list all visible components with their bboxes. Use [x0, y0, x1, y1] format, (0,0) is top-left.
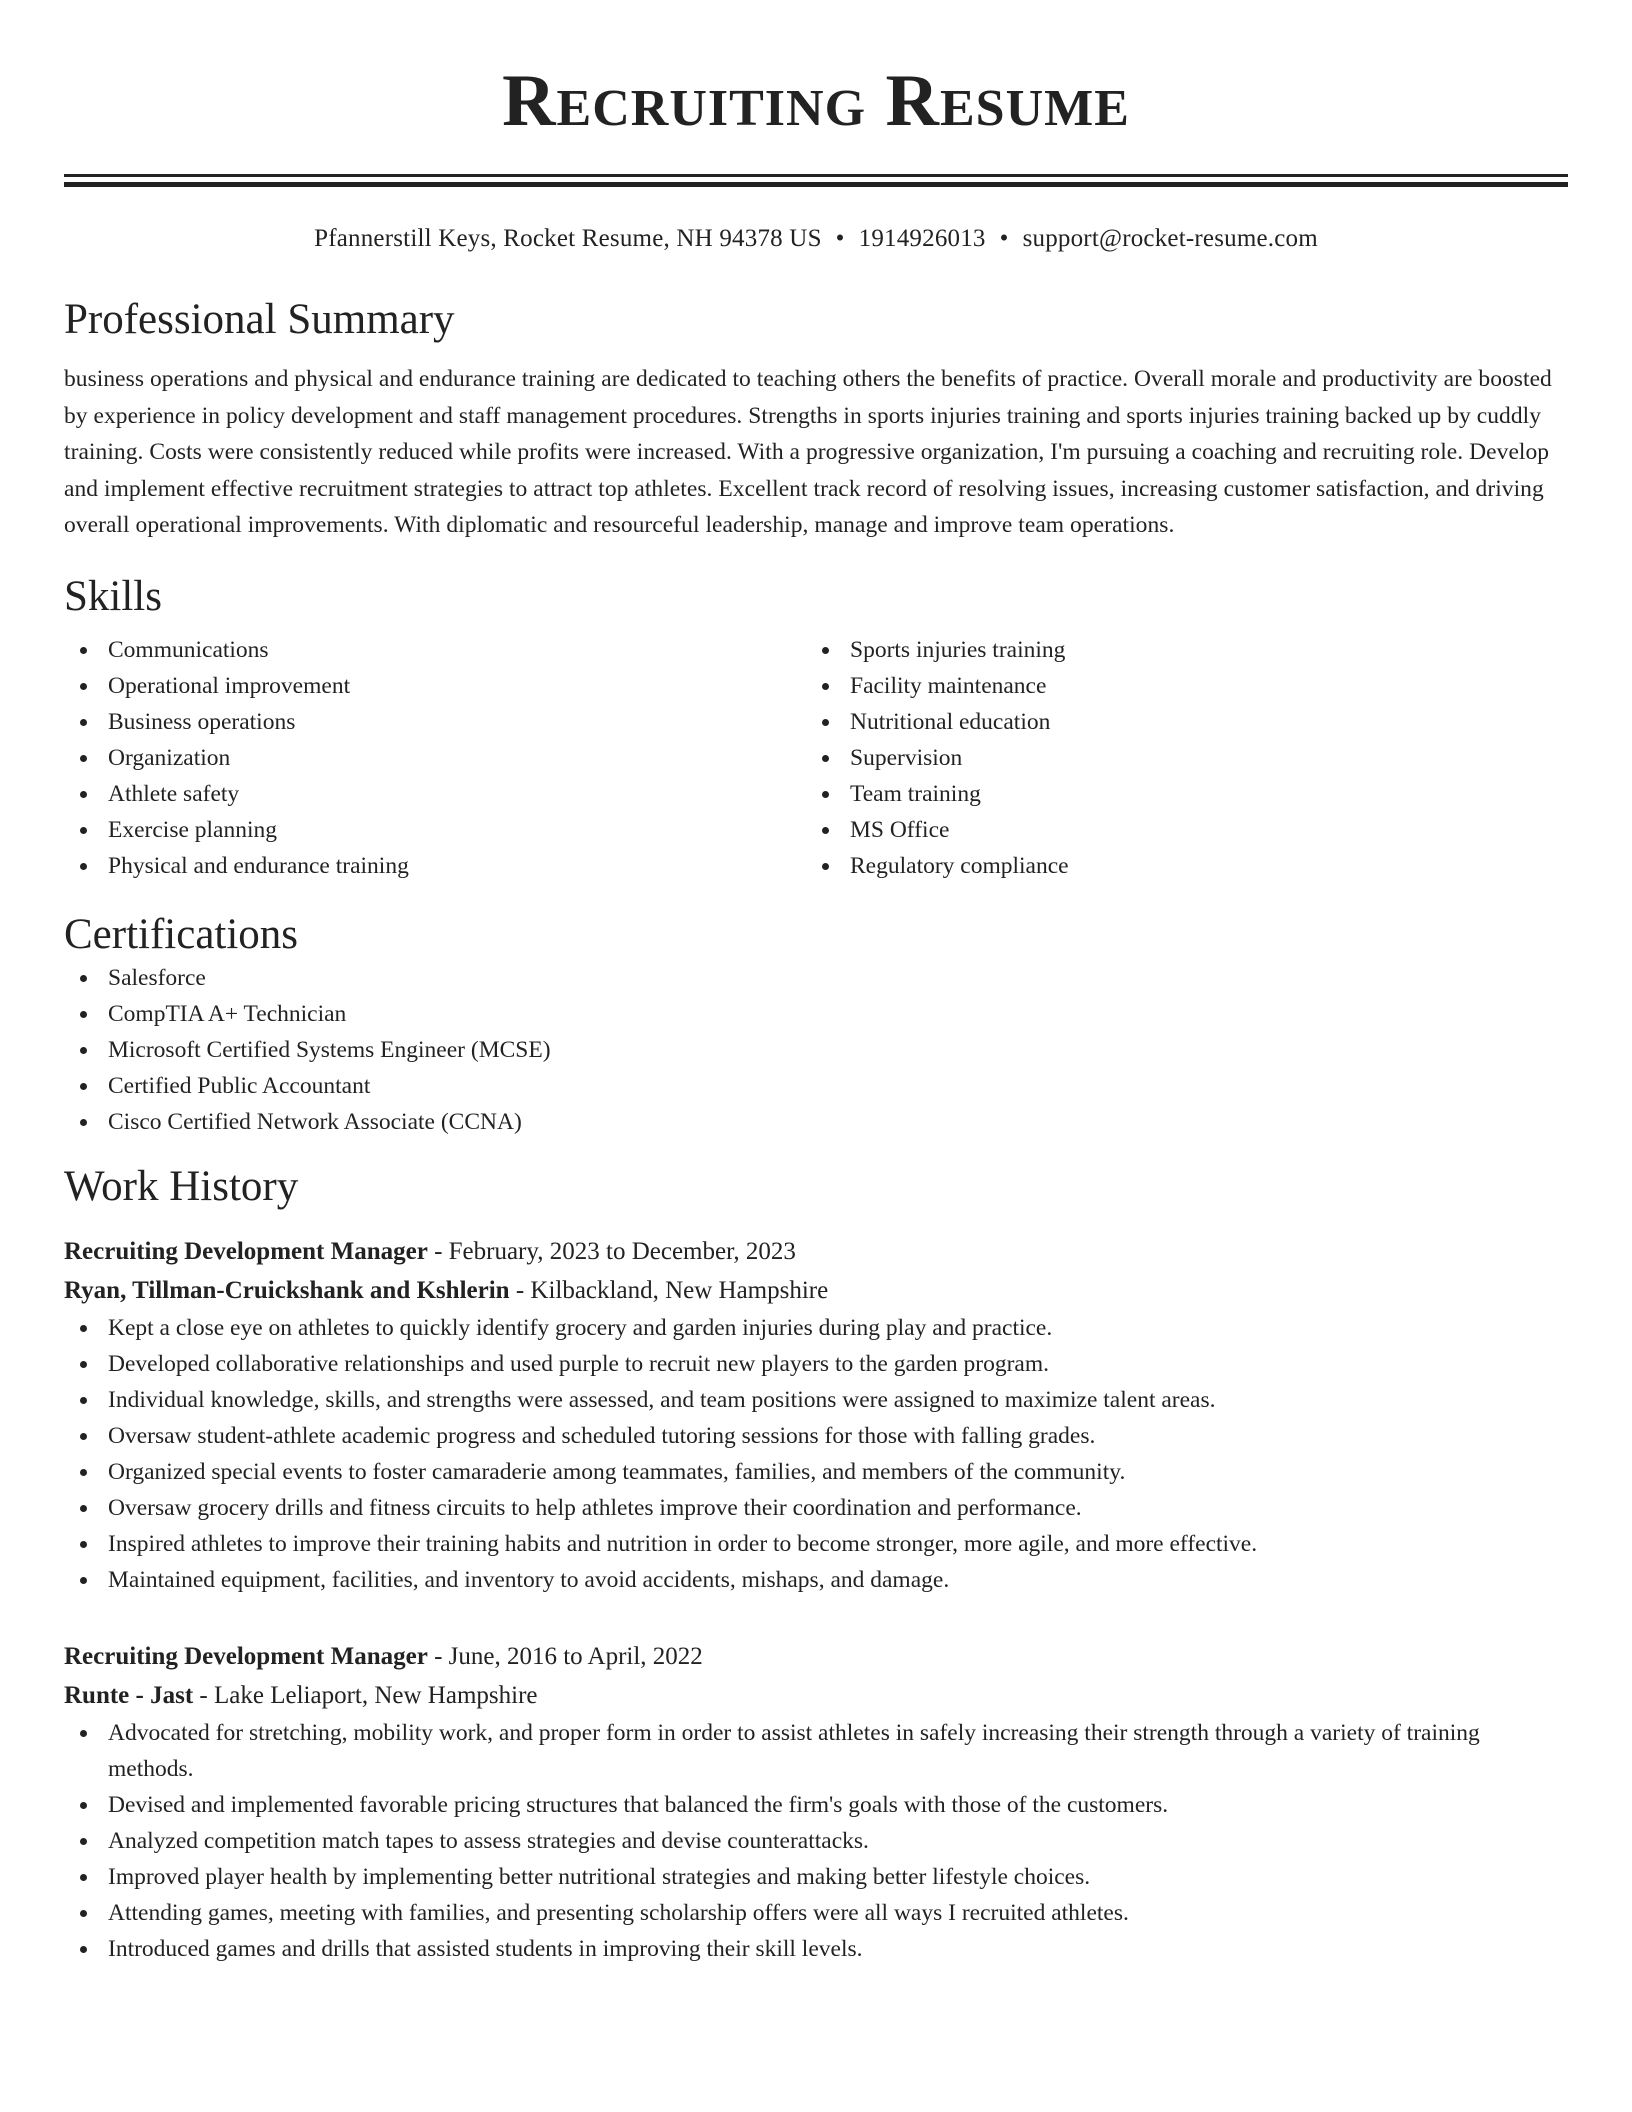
job-bullet: Advocated for stretching, mobility work, and proper form in order to assist athletes in safely increasing their strength through a variety of training methods.	[64, 1715, 1568, 1787]
job-dash: -	[427, 1642, 449, 1670]
certification-item: Cisco Certified Network Associate (CCNA)	[64, 1104, 1568, 1140]
resume-page	[64, 0, 1568, 1967]
certification-item: Microsoft Certified Systems Engineer (MCSE)	[64, 1032, 1568, 1068]
certification-item: Salesforce	[64, 960, 1568, 996]
skill-item: Regulatory compliance	[806, 848, 1548, 884]
skill-item: Business operations	[64, 704, 806, 740]
contact-address: Pfannerstill Keys, Rocket Resume, NH 94378 US	[314, 225, 822, 252]
contact-separator: •	[835, 225, 845, 252]
skill-item: Communications	[64, 632, 806, 668]
job-title-line	[64, 1232, 1568, 1271]
skills-heading: Skills	[64, 572, 162, 620]
job-dash: -	[509, 1276, 531, 1304]
skill-item: Athlete safety	[64, 776, 806, 812]
skill-item: Physical and endurance training	[64, 848, 806, 884]
contact-separator: •	[999, 225, 1009, 252]
skill-item: Sports injuries training	[806, 632, 1548, 668]
certifications-list	[64, 960, 1568, 1140]
job-dates: June, 2016 to April, 2022	[448, 1642, 703, 1670]
job-company-line	[64, 1676, 1568, 1715]
resume-title: Recruiting Resume	[502, 60, 1130, 142]
job-bullet: Oversaw student-athlete academic progress and scheduled tutoring sessions for those with falling grades.	[64, 1418, 1568, 1454]
job-bullet: Introduced games and drills that assisted students in improving their skill levels.	[64, 1931, 1568, 1967]
skill-item: Facility maintenance	[806, 668, 1548, 704]
skill-item: Team training	[806, 776, 1548, 812]
job-dates: February, 2023 to December, 2023	[448, 1237, 796, 1265]
job-dash: -	[427, 1237, 449, 1265]
job-bullet: Oversaw grocery drills and fitness circuits to help athletes improve their coordination and performance.	[64, 1490, 1568, 1526]
contact-phone: 1914926013	[858, 225, 986, 252]
job-entry	[64, 1232, 1568, 1598]
certification-item: Certified Public Accountant	[64, 1068, 1568, 1104]
job-bullet: Devised and implemented favorable pricing structures that balanced the firm's goals with those of the customers.	[64, 1787, 1568, 1823]
skill-item: MS Office	[806, 812, 1548, 848]
contact-email: support@rocket-resume.com	[1022, 225, 1318, 252]
job-bullet: Maintained equipment, facilities, and inventory to avoid accidents, mishaps, and damage.	[64, 1562, 1568, 1598]
skill-item: Supervision	[806, 740, 1548, 776]
summary-heading: Professional Summary	[64, 296, 455, 343]
job-title: Recruiting Development Manager	[64, 1237, 428, 1265]
skills-list-left	[64, 632, 806, 884]
certification-item: CompTIA A+ Technician	[64, 996, 1568, 1032]
job-bullet: Developed collaborative relationships and used purple to recruit new players to the garden program.	[64, 1346, 1568, 1382]
job-bullet: Improved player health by implementing better nutritional strategies and making better lifestyle choices.	[64, 1859, 1568, 1895]
job-dash: -	[193, 1681, 214, 1709]
job-company: Ryan, Tillman-Cruickshank and Kshlerin	[64, 1276, 510, 1304]
certifications-heading: Certifications	[64, 910, 299, 958]
job-location: Kilbackland, New Hampshire	[530, 1276, 829, 1304]
skill-item: Operational improvement	[64, 668, 806, 704]
job-bullet: Analyzed competition match tapes to assess strategies and devise counterattacks.	[64, 1823, 1568, 1859]
job-bullets	[64, 1310, 1568, 1598]
job-bullet: Individual knowledge, skills, and strengths were assessed, and team positions were assigned to maximize talent areas.	[64, 1382, 1568, 1418]
skills-list-right	[806, 632, 1548, 884]
job-entry	[64, 1637, 1568, 1967]
title-divider-bottom	[64, 182, 1568, 187]
job-bullet: Kept a close eye on athletes to quickly identify grocery and garden injuries during play and practice.	[64, 1310, 1568, 1346]
job-location: Lake Leliaport, New Hampshire	[214, 1681, 538, 1709]
skill-item: Exercise planning	[64, 812, 806, 848]
skill-item: Organization	[64, 740, 806, 776]
contact-line	[64, 223, 1568, 255]
skill-item: Nutritional education	[806, 704, 1548, 740]
job-bullet: Inspired athletes to improve their training habits and nutrition in order to become stronger, more agile, and more effective.	[64, 1526, 1568, 1562]
job-title: Recruiting Development Manager	[64, 1642, 428, 1670]
job-bullet: Attending games, meeting with families, and presenting scholarship offers were all ways I recruited athletes.	[64, 1895, 1568, 1931]
job-company-line	[64, 1271, 1568, 1310]
job-bullet: Organized special events to foster camaraderie among teammates, families, and members of the community.	[64, 1454, 1568, 1490]
job-bullets	[64, 1715, 1568, 1967]
summary-text: business operations and physical and endurance training are dedicated to teaching others the benefits of practice. Overall morale and productivity are boosted by experience in policy development and staff management procedures. Strengths in sports injuries training and sports injuries training backed up by cuddly training. Costs were consistently reduced while profits were increased. With a progressive organization, I'm pursuing a coaching and recruiting role. Develop and implement effective recruitment strategies to attract top athletes. Excellent track record of resolving issues, increasing customer satisfaction, and driving overall operational improvements. With diplomatic and resourceful leadership, manage and improve team operations.	[64, 366, 1552, 538]
title-divider-top	[64, 174, 1568, 177]
job-company: Runte - Jast	[64, 1681, 194, 1709]
work-history-heading: Work History	[64, 1162, 299, 1210]
job-title-line	[64, 1637, 1568, 1676]
skills-columns	[64, 632, 1568, 884]
